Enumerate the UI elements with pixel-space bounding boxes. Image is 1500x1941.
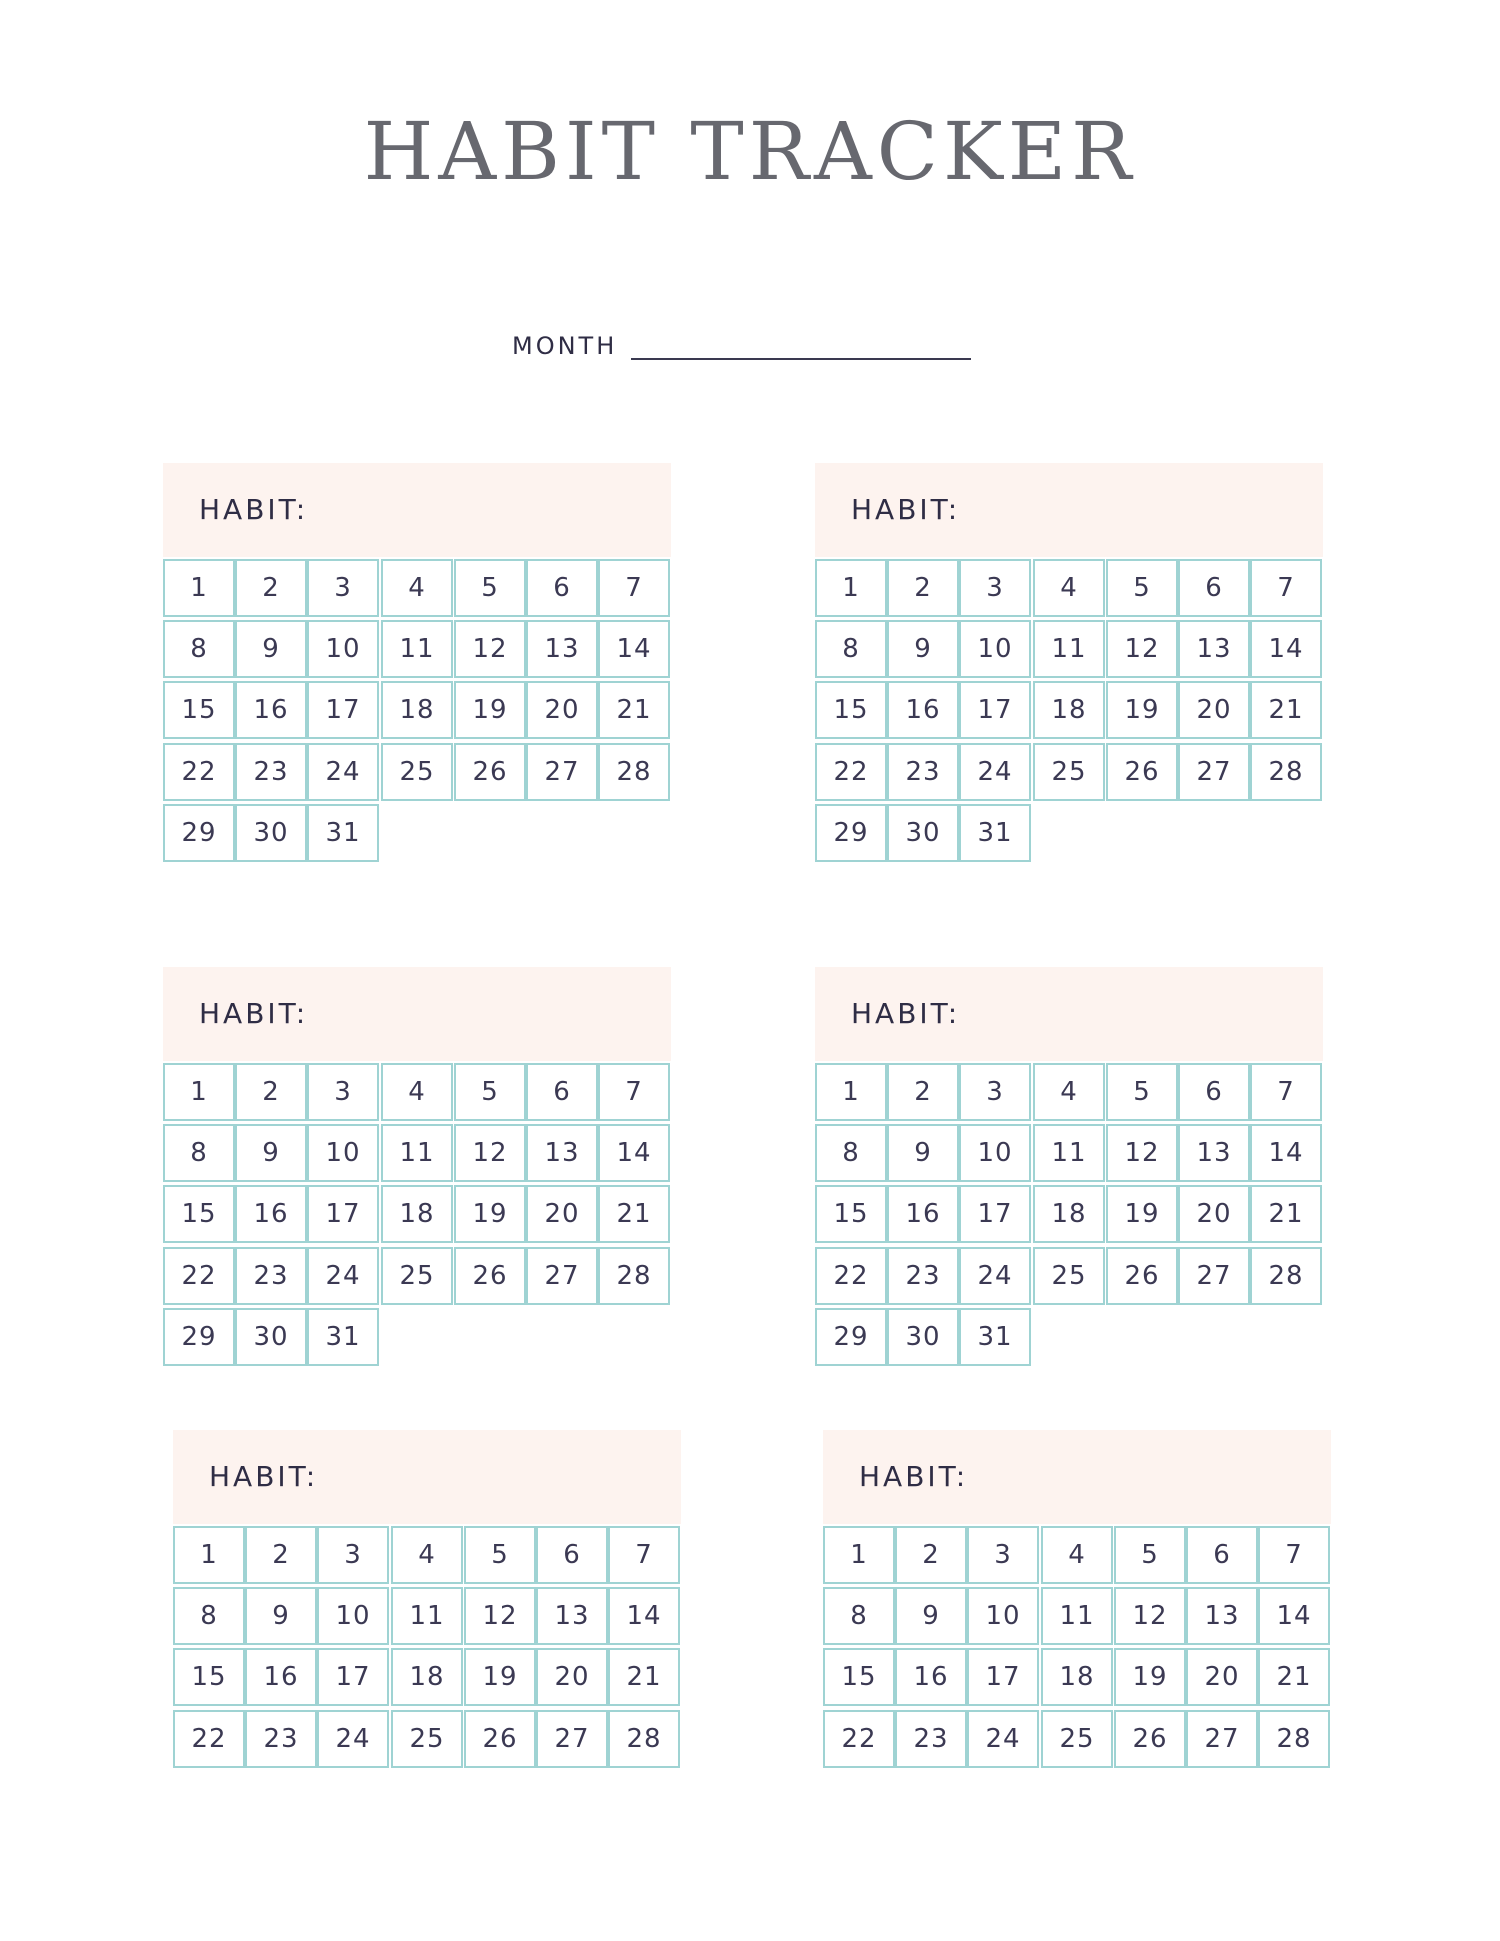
habit-label: HABIT: xyxy=(199,493,309,526)
day-cell[interactable]: 30 xyxy=(235,804,307,862)
day-cell[interactable]: 7 xyxy=(1258,1526,1330,1584)
day-cell[interactable]: 26 xyxy=(1106,1247,1178,1305)
day-cell[interactable]: 5 xyxy=(1106,559,1178,617)
day-cell[interactable]: 20 xyxy=(536,1648,608,1706)
habit-header[interactable] xyxy=(163,967,671,1061)
habit-header[interactable] xyxy=(163,463,671,557)
day-cell[interactable]: 4 xyxy=(1033,1063,1105,1121)
day-cell[interactable]: 26 xyxy=(1106,743,1178,801)
day-cell[interactable]: 15 xyxy=(173,1648,245,1706)
day-cell[interactable]: 15 xyxy=(815,681,887,739)
day-cell[interactable]: 8 xyxy=(163,620,235,678)
day-grid xyxy=(163,1061,671,1368)
day-cell[interactable]: 5 xyxy=(454,559,526,617)
day-cell[interactable]: 26 xyxy=(1114,1710,1186,1768)
day-cell[interactable]: 4 xyxy=(1033,559,1105,617)
day-cell[interactable]: 21 xyxy=(1250,1185,1322,1243)
day-cell[interactable]: 18 xyxy=(1033,681,1105,739)
day-cell[interactable]: 13 xyxy=(1178,620,1250,678)
day-cell[interactable]: 26 xyxy=(454,1247,526,1305)
day-cell[interactable]: 7 xyxy=(608,1526,680,1584)
day-cell[interactable]: 26 xyxy=(464,1710,536,1768)
day-cell[interactable]: 10 xyxy=(307,620,379,678)
day-cell[interactable]: 17 xyxy=(959,681,1031,739)
day-cell[interactable]: 12 xyxy=(464,1587,536,1645)
day-cell[interactable]: 19 xyxy=(1114,1648,1186,1706)
day-cell[interactable]: 22 xyxy=(163,1247,235,1305)
day-cell[interactable]: 2 xyxy=(235,559,307,617)
day-cell[interactable]: 23 xyxy=(235,743,307,801)
day-cell[interactable]: 29 xyxy=(815,1308,887,1366)
day-cell[interactable]: 22 xyxy=(815,743,887,801)
day-cell[interactable]: 27 xyxy=(536,1710,608,1768)
habit-block-3 xyxy=(163,967,671,1368)
day-cell[interactable]: 5 xyxy=(464,1526,536,1584)
day-cell[interactable]: 28 xyxy=(1250,743,1322,801)
day-cell[interactable]: 26 xyxy=(454,743,526,801)
day-cell[interactable]: 15 xyxy=(815,1185,887,1243)
day-cell[interactable]: 8 xyxy=(815,620,887,678)
day-cell[interactable]: 4 xyxy=(381,559,453,617)
day-cell[interactable]: 28 xyxy=(1250,1247,1322,1305)
habit-block-2 xyxy=(815,463,1323,864)
day-cell[interactable]: 9 xyxy=(235,1124,307,1182)
day-cell[interactable]: 23 xyxy=(895,1710,967,1768)
day-cell[interactable]: 25 xyxy=(381,1247,453,1305)
day-cell[interactable]: 13 xyxy=(536,1587,608,1645)
day-cell[interactable]: 16 xyxy=(235,1185,307,1243)
day-cell[interactable]: 19 xyxy=(454,1185,526,1243)
day-cell[interactable]: 25 xyxy=(391,1710,463,1768)
day-cell[interactable]: 28 xyxy=(608,1710,680,1768)
day-cell[interactable]: 3 xyxy=(307,1063,379,1121)
day-cell[interactable]: 21 xyxy=(1250,681,1322,739)
day-cell[interactable]: 13 xyxy=(526,620,598,678)
day-cell[interactable]: 29 xyxy=(163,1308,235,1366)
day-grid xyxy=(815,557,1323,864)
day-cell[interactable]: 2 xyxy=(245,1526,317,1584)
day-cell[interactable]: 21 xyxy=(598,1185,670,1243)
day-cell[interactable]: 13 xyxy=(526,1124,598,1182)
day-cell[interactable]: 29 xyxy=(163,804,235,862)
day-grid xyxy=(173,1524,681,1770)
day-cell[interactable]: 8 xyxy=(823,1587,895,1645)
day-cell[interactable]: 23 xyxy=(235,1247,307,1305)
day-cell[interactable]: 6 xyxy=(1178,559,1250,617)
habit-block-1 xyxy=(163,463,671,864)
day-cell[interactable]: 24 xyxy=(967,1710,1039,1768)
day-cell[interactable]: 27 xyxy=(526,1247,598,1305)
day-cell[interactable]: 31 xyxy=(307,804,379,862)
day-cell[interactable]: 1 xyxy=(163,559,235,617)
day-cell[interactable]: 7 xyxy=(1250,559,1322,617)
day-cell[interactable]: 27 xyxy=(526,743,598,801)
day-cell[interactable]: 17 xyxy=(959,1185,1031,1243)
day-cell[interactable]: 12 xyxy=(1106,1124,1178,1182)
day-cell[interactable]: 3 xyxy=(307,559,379,617)
day-grid xyxy=(163,557,671,864)
day-cell[interactable]: 6 xyxy=(526,559,598,617)
day-cell[interactable]: 17 xyxy=(967,1648,1039,1706)
day-cell[interactable]: 29 xyxy=(815,804,887,862)
day-cell[interactable]: 2 xyxy=(235,1063,307,1121)
habit-label: HABIT: xyxy=(209,1460,319,1493)
habit-label: HABIT: xyxy=(199,997,309,1030)
day-cell[interactable]: 6 xyxy=(1178,1063,1250,1121)
day-cell[interactable]: 16 xyxy=(887,681,959,739)
day-cell[interactable]: 22 xyxy=(815,1247,887,1305)
day-cell[interactable]: 11 xyxy=(391,1587,463,1645)
day-cell[interactable]: 18 xyxy=(391,1648,463,1706)
day-cell[interactable]: 3 xyxy=(959,1063,1031,1121)
day-cell[interactable]: 19 xyxy=(464,1648,536,1706)
day-cell[interactable]: 11 xyxy=(381,620,453,678)
day-cell[interactable]: 31 xyxy=(959,804,1031,862)
day-cell[interactable]: 9 xyxy=(887,620,959,678)
day-cell[interactable]: 8 xyxy=(815,1124,887,1182)
day-cell[interactable]: 3 xyxy=(317,1526,389,1584)
day-cell[interactable]: 8 xyxy=(173,1587,245,1645)
day-cell[interactable]: 25 xyxy=(1041,1710,1113,1768)
day-cell[interactable]: 12 xyxy=(454,620,526,678)
habit-label: HABIT: xyxy=(851,997,961,1030)
day-cell[interactable]: 21 xyxy=(1258,1648,1330,1706)
day-cell[interactable]: 3 xyxy=(959,559,1031,617)
day-cell[interactable]: 2 xyxy=(895,1526,967,1584)
day-cell[interactable]: 16 xyxy=(235,681,307,739)
day-cell[interactable]: 4 xyxy=(391,1526,463,1584)
day-cell[interactable]: 6 xyxy=(526,1063,598,1121)
day-cell[interactable]: 9 xyxy=(887,1124,959,1182)
day-cell[interactable]: 9 xyxy=(895,1587,967,1645)
habit-header[interactable] xyxy=(815,463,1323,557)
day-cell[interactable]: 7 xyxy=(598,1063,670,1121)
day-cell[interactable]: 9 xyxy=(245,1587,317,1645)
day-cell[interactable]: 17 xyxy=(307,681,379,739)
day-cell[interactable]: 16 xyxy=(245,1648,317,1706)
day-cell[interactable]: 30 xyxy=(887,1308,959,1366)
day-cell[interactable]: 23 xyxy=(245,1710,317,1768)
day-cell[interactable]: 13 xyxy=(1178,1124,1250,1182)
day-cell[interactable]: 24 xyxy=(307,1247,379,1305)
day-cell[interactable]: 11 xyxy=(1033,1124,1105,1182)
day-cell[interactable]: 1 xyxy=(173,1526,245,1584)
day-cell[interactable]: 12 xyxy=(1114,1587,1186,1645)
day-cell[interactable]: 18 xyxy=(1041,1648,1113,1706)
day-cell[interactable]: 22 xyxy=(823,1710,895,1768)
day-cell[interactable]: 2 xyxy=(887,559,959,617)
day-grid xyxy=(823,1524,1331,1770)
day-cell[interactable]: 7 xyxy=(1250,1063,1322,1121)
day-cell[interactable]: 4 xyxy=(381,1063,453,1121)
day-cell[interactable]: 17 xyxy=(317,1648,389,1706)
day-cell[interactable]: 21 xyxy=(598,681,670,739)
day-cell[interactable]: 20 xyxy=(526,1185,598,1243)
day-cell[interactable]: 23 xyxy=(887,1247,959,1305)
day-cell[interactable]: 27 xyxy=(1186,1710,1258,1768)
day-cell[interactable]: 28 xyxy=(598,1247,670,1305)
day-cell[interactable]: 28 xyxy=(1258,1710,1330,1768)
day-cell[interactable]: 10 xyxy=(967,1587,1039,1645)
day-cell[interactable]: 6 xyxy=(1186,1526,1258,1584)
day-cell[interactable]: 31 xyxy=(959,1308,1031,1366)
month-label: MONTH xyxy=(512,332,618,360)
day-cell[interactable]: 1 xyxy=(823,1526,895,1584)
day-cell[interactable]: 12 xyxy=(1106,620,1178,678)
day-cell[interactable]: 12 xyxy=(454,1124,526,1182)
day-cell[interactable]: 7 xyxy=(598,559,670,617)
day-cell[interactable]: 22 xyxy=(163,743,235,801)
day-cell[interactable]: 31 xyxy=(307,1308,379,1366)
day-cell[interactable]: 18 xyxy=(1033,1185,1105,1243)
day-cell[interactable]: 10 xyxy=(959,620,1031,678)
habit-header[interactable] xyxy=(815,967,1323,1061)
day-cell[interactable]: 19 xyxy=(1106,1185,1178,1243)
day-cell[interactable]: 18 xyxy=(381,681,453,739)
day-cell[interactable]: 22 xyxy=(173,1710,245,1768)
day-cell[interactable]: 19 xyxy=(1106,681,1178,739)
day-cell[interactable]: 11 xyxy=(381,1124,453,1182)
day-cell[interactable]: 21 xyxy=(608,1648,680,1706)
day-cell[interactable]: 24 xyxy=(317,1710,389,1768)
day-cell[interactable]: 23 xyxy=(887,743,959,801)
day-cell[interactable]: 25 xyxy=(1033,1247,1105,1305)
day-grid xyxy=(815,1061,1323,1368)
day-cell[interactable]: 20 xyxy=(1186,1648,1258,1706)
habit-header[interactable] xyxy=(823,1430,1331,1524)
day-cell[interactable]: 1 xyxy=(815,559,887,617)
day-cell[interactable]: 14 xyxy=(608,1587,680,1645)
day-cell[interactable]: 15 xyxy=(823,1648,895,1706)
day-cell[interactable]: 11 xyxy=(1033,620,1105,678)
day-cell[interactable]: 4 xyxy=(1041,1526,1113,1584)
day-cell[interactable]: 30 xyxy=(235,1308,307,1366)
day-cell[interactable]: 8 xyxy=(163,1124,235,1182)
day-cell[interactable]: 28 xyxy=(598,743,670,801)
habit-block-4 xyxy=(815,967,1323,1368)
page-title: HABIT TRACKER xyxy=(363,105,1137,198)
day-cell[interactable]: 24 xyxy=(959,1247,1031,1305)
day-cell[interactable]: 13 xyxy=(1186,1587,1258,1645)
day-cell[interactable]: 14 xyxy=(1258,1587,1330,1645)
day-cell[interactable]: 1 xyxy=(163,1063,235,1121)
day-cell[interactable]: 17 xyxy=(307,1185,379,1243)
day-cell[interactable]: 16 xyxy=(887,1185,959,1243)
day-cell[interactable]: 20 xyxy=(1178,1185,1250,1243)
day-cell[interactable]: 24 xyxy=(307,743,379,801)
day-cell[interactable]: 27 xyxy=(1178,743,1250,801)
day-cell[interactable]: 10 xyxy=(317,1587,389,1645)
day-cell[interactable]: 20 xyxy=(526,681,598,739)
day-cell[interactable]: 19 xyxy=(454,681,526,739)
day-cell[interactable]: 24 xyxy=(959,743,1031,801)
day-cell[interactable]: 27 xyxy=(1178,1247,1250,1305)
day-cell[interactable]: 15 xyxy=(163,1185,235,1243)
day-cell[interactable]: 5 xyxy=(454,1063,526,1121)
day-cell[interactable]: 11 xyxy=(1041,1587,1113,1645)
day-cell[interactable]: 14 xyxy=(598,620,670,678)
day-cell[interactable]: 14 xyxy=(1250,1124,1322,1182)
habit-label: HABIT: xyxy=(851,493,961,526)
day-cell[interactable]: 3 xyxy=(967,1526,1039,1584)
day-cell[interactable]: 16 xyxy=(895,1648,967,1706)
day-cell[interactable]: 9 xyxy=(235,620,307,678)
habit-label: HABIT: xyxy=(859,1460,969,1493)
day-cell[interactable]: 20 xyxy=(1178,681,1250,739)
day-cell[interactable]: 6 xyxy=(536,1526,608,1584)
month-field xyxy=(512,324,971,364)
habit-header[interactable] xyxy=(173,1430,681,1524)
day-cell[interactable]: 5 xyxy=(1106,1063,1178,1121)
day-cell[interactable]: 1 xyxy=(815,1063,887,1121)
day-cell[interactable]: 14 xyxy=(1250,620,1322,678)
day-cell[interactable]: 10 xyxy=(959,1124,1031,1182)
habit-block-6 xyxy=(823,1430,1331,1770)
day-cell[interactable]: 10 xyxy=(307,1124,379,1182)
habit-block-5 xyxy=(173,1430,681,1770)
day-cell[interactable]: 2 xyxy=(887,1063,959,1121)
day-cell[interactable]: 25 xyxy=(1033,743,1105,801)
day-cell[interactable]: 18 xyxy=(381,1185,453,1243)
day-cell[interactable]: 5 xyxy=(1114,1526,1186,1584)
day-cell[interactable]: 14 xyxy=(598,1124,670,1182)
day-cell[interactable]: 15 xyxy=(163,681,235,739)
day-cell[interactable]: 25 xyxy=(381,743,453,801)
day-cell[interactable]: 30 xyxy=(887,804,959,862)
month-input-line[interactable] xyxy=(631,358,971,360)
